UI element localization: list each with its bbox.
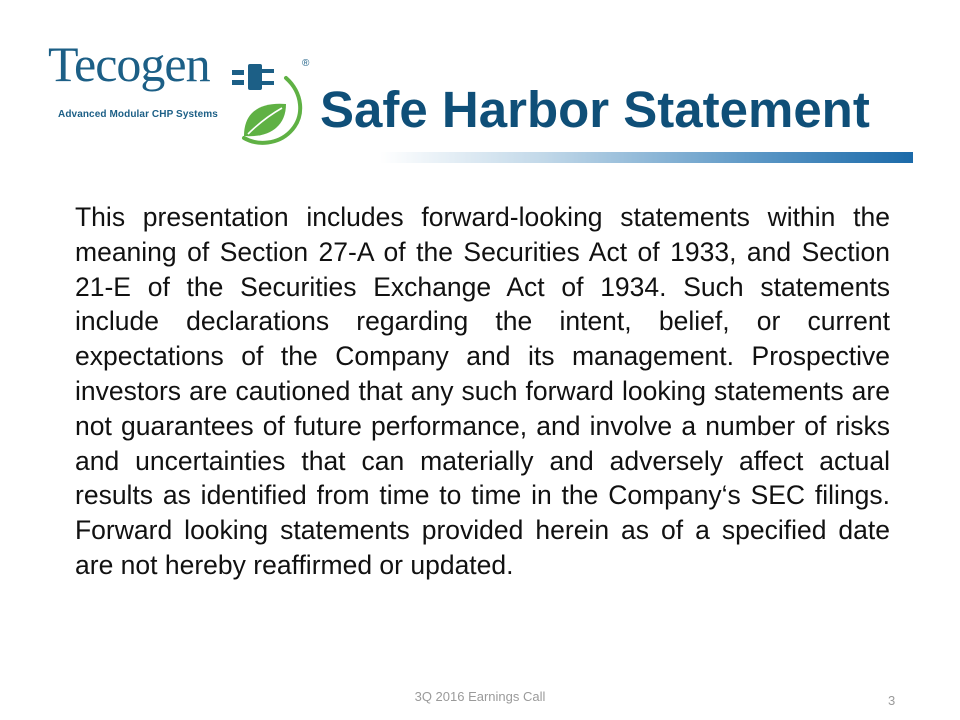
page-number: 3	[888, 693, 896, 708]
safe-harbor-body-text: This presentation includes forward-looking statements within the meaning of Section 27-A of the Securities Act of 1933, and Section 21-E of the Securities Exchange Act of 1934. Such statements include declarations regarding the intent, belief, or current expectations of the Company and its management. Prospective investors are cautioned that any such forward looking statements are not guarantees of future performance, and involve a number of risks and uncertainties that can materially and adversely affect actual results as identified from time to time in the Company‘s SEC filings. Forward looking statements provided herein as of a specified date are not hereby reaffirmed or updated.	[75, 202, 890, 580]
footer-label: 3Q 2016 Earnings Call	[414, 689, 546, 704]
slide-title: Safe Harbor Statement	[320, 81, 870, 138]
title-underline-rule	[380, 152, 913, 163]
company-logo	[44, 36, 308, 146]
logo-wordmark: Tecogen	[48, 36, 210, 92]
logo-tagline: Advanced Modular CHP Systems	[58, 109, 218, 120]
plug-leaf-icon	[230, 46, 312, 146]
svg-text:®: ®	[302, 58, 310, 69]
